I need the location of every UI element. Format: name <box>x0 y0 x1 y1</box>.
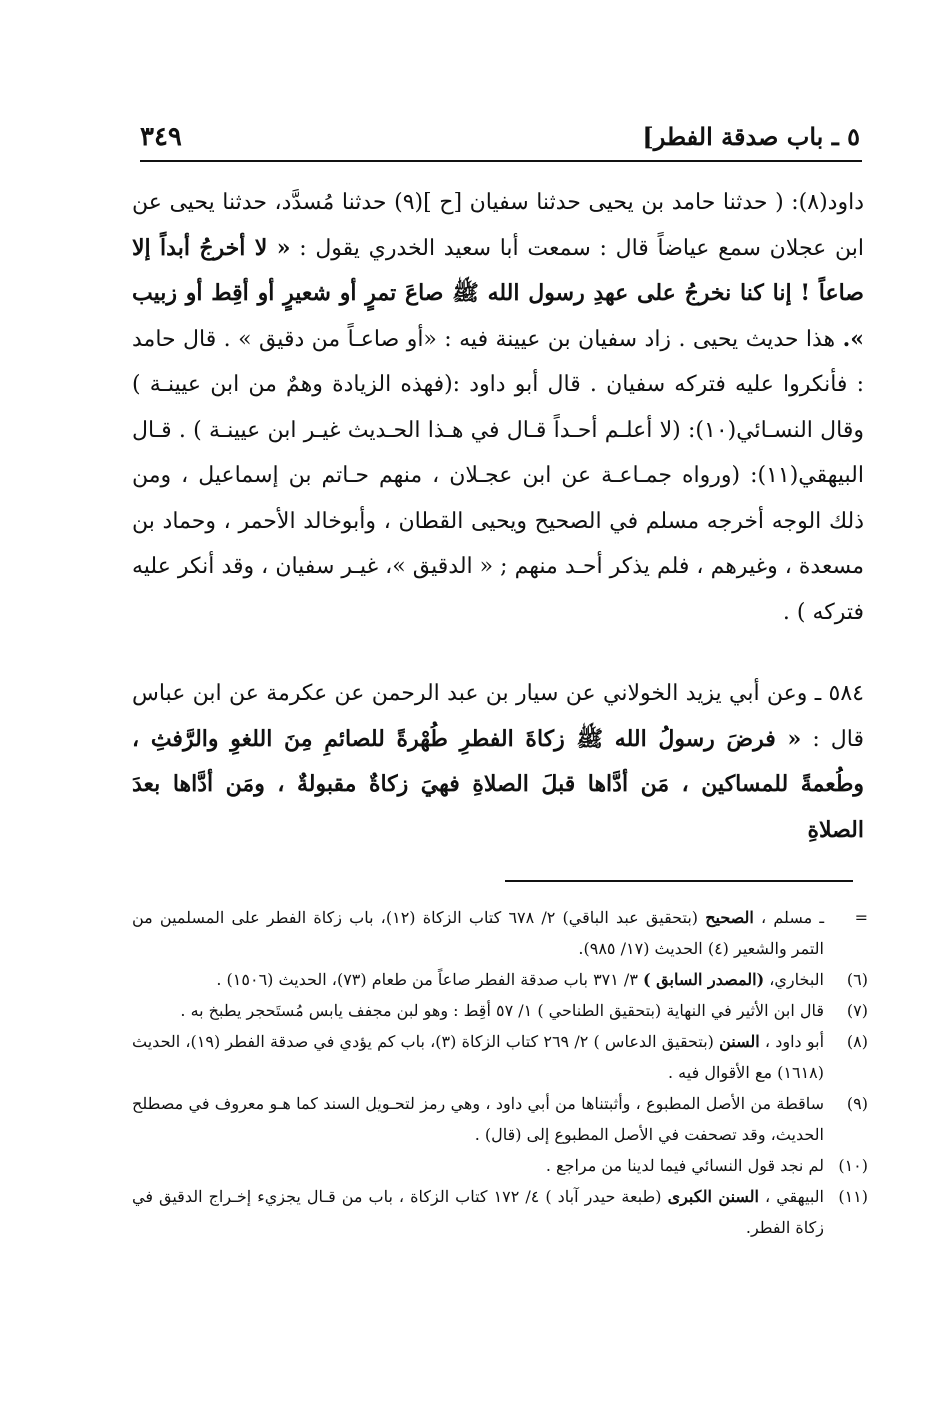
footnote-text <box>132 964 824 995</box>
running-header <box>140 118 860 158</box>
footnote-source-title: الصحيح <box>705 908 754 927</box>
main-text <box>132 180 864 853</box>
paragraph-gap <box>132 635 864 671</box>
footnote-text-part: البخاري، <box>764 970 824 989</box>
footnote-text <box>132 1150 824 1181</box>
footnote-number: (٩) <box>846 1094 868 1113</box>
footnote-number: (٦) <box>846 970 868 989</box>
footnote-text-part: قال ابن الأثير في النهاية (بتحقيق الطناحي ) ١/ ٥٧ أقِط : وهو لبن مجفف يابس مُستَحجر يطبخ به . <box>180 1001 824 1020</box>
footnote-text <box>132 1026 824 1088</box>
footnotes-section <box>132 902 868 1243</box>
footnote-source-title: (المصدر السابق ) <box>643 970 765 989</box>
hadith-quote: « لا أخرجُ أبداً إلا صاعاً ! إنا كنا نخرجُ على عهدِ رسول الله ﷺ صاعَ تمرٍ أو شعيرٍ أو أقِط أو زبيب ». <box>132 234 864 352</box>
footnote-text-part: (بتحقيق عبد الباقي) ٢/ ٦٧٨ كتاب الزكاة (١٢)، باب زكاة الفطر على المسلمين من التمر والشعير (٤) الحديث (١٧/ ٩٨٥). <box>132 908 824 958</box>
header-divider <box>140 160 862 162</box>
footnote <box>132 964 868 995</box>
hadith-quote: « فرضَ رسولُ الله ﷺ زكاةَ الفطرِ طُهْرةً للصائمِ مِنَ اللغوِ والرَّفثِ ، وطُعمةً للمساكين ، مَن أدَّاها قبلَ الصلاةِ فهيَ زكاةٌ مقبولةٌ ، ومَن أدَّاها بعدَ الصلاةِ <box>132 725 864 843</box>
footnote-text <box>132 995 824 1026</box>
hadith-paragraph <box>132 180 864 635</box>
footnote-text-part: ساقطة من الأصل المطبوع ، وأثبتناها من أبي داود ، وهي رمز لتحـويل السند كما هـو معروف في مصطلح الحديث، وقد تصحفت في الأصل المطبوع إلى (قال) . <box>132 1094 824 1144</box>
footnote-text-part: أبو داود ، <box>759 1032 825 1051</box>
footnote-number: (٨) <box>846 1032 868 1051</box>
footnote-text <box>132 1181 824 1243</box>
footnote-text-part: ٣/ ٣٧١ باب صدقة الفطر صاعاً من طعام (٧٣)، الحديث (١٥٠٦) . <box>216 970 644 989</box>
isnad-text: ٥٨٤ ـ وعن أبي يزيد الخولاني عن سيار بن عبد الرحمن عن عكرمة عن ابن عباس قال : <box>132 681 864 752</box>
footnote <box>132 1026 868 1088</box>
page-number: ٣٤٩ <box>140 122 182 152</box>
footnote-number: (١٠) <box>838 1156 868 1175</box>
footnote <box>132 902 868 964</box>
footnote-text <box>132 902 824 964</box>
footnote-number: (١١) <box>838 1187 868 1206</box>
footnote-text-part: البيهقي ، <box>759 1187 825 1206</box>
footnote <box>132 1150 868 1181</box>
hadith-paragraph <box>132 671 864 853</box>
footnote-text <box>132 1088 824 1150</box>
footnote-text-part: (طبعة حيدر آباد ) ٤/ ١٧٢ كتاب الزكاة ، باب من قـال يجزيء إخـراج الدقيق في زكاة الفطر. <box>132 1187 824 1237</box>
chapter-title: ٥ ـ باب صدقة الفطر] <box>642 122 860 151</box>
isnad-text: داود(٨): ( حدثنا حامد بن يحيى حدثنا سفيان [ح ](٩) حدثنا مُسدَّد، حدثنا يحيى عن ابن عجلان سمع عياضاً قال : سمعت أبا سعيد الخدري يقول : <box>132 190 865 261</box>
footnote-text-part: (بتحقيق الدعاس ) ٢/ ٢٦٩ كتاب الزكاة (٣)، باب كم يؤدي في صدقة الفطر (١٩)، الحديث (١٦١٨) مع الأقوال فيه . <box>132 1032 824 1082</box>
footnote-number: (٧) <box>846 1001 868 1020</box>
footnote-number: = <box>854 908 868 927</box>
footnote <box>132 995 868 1026</box>
footnote-divider <box>505 880 853 882</box>
footnote <box>132 1181 868 1243</box>
footnote <box>132 1088 868 1150</box>
footnote-source-title: السنن <box>719 1032 760 1051</box>
commentary-text: هذا حديث يحيى . زاد سفيان بن عيينة فيه : «أو صاعـاً من دقيق » . قال حامد : فأنكروا عليه فتركه سفيان . قال أبو داود :(فهذه الزيادة وهمٌ من ابن عيينـة ) وقال النسـائي(١٠): (لا أعلـم أحـداً قـال في هـذا الحـديث غيـر ابن عيينـة ) . قـال البيهقي(١١): (ورواه جمـاعـة عن ابن عجـلان ، منهم حـاتم بن إسماعيل ، ومن ذلك الوجه أخرجه مسلم في الصحيح ويحيى القطان ، وأبوخالد الأحمر ، وحماد بن مسعدة ، وغيرهم ، فلم يذكر أحـد منهم ; « الدقيق »، غيـر سفيان ، وقد أنكر عليه فتركه ) . <box>132 326 864 625</box>
footnote-source-title: السنن الكبرى <box>667 1187 760 1206</box>
footnote-text-part: لم نجد قول النسائي فيما لدينا من مراجع . <box>545 1156 824 1175</box>
footnote-text-part: ـ مسلم ، <box>753 908 825 927</box>
